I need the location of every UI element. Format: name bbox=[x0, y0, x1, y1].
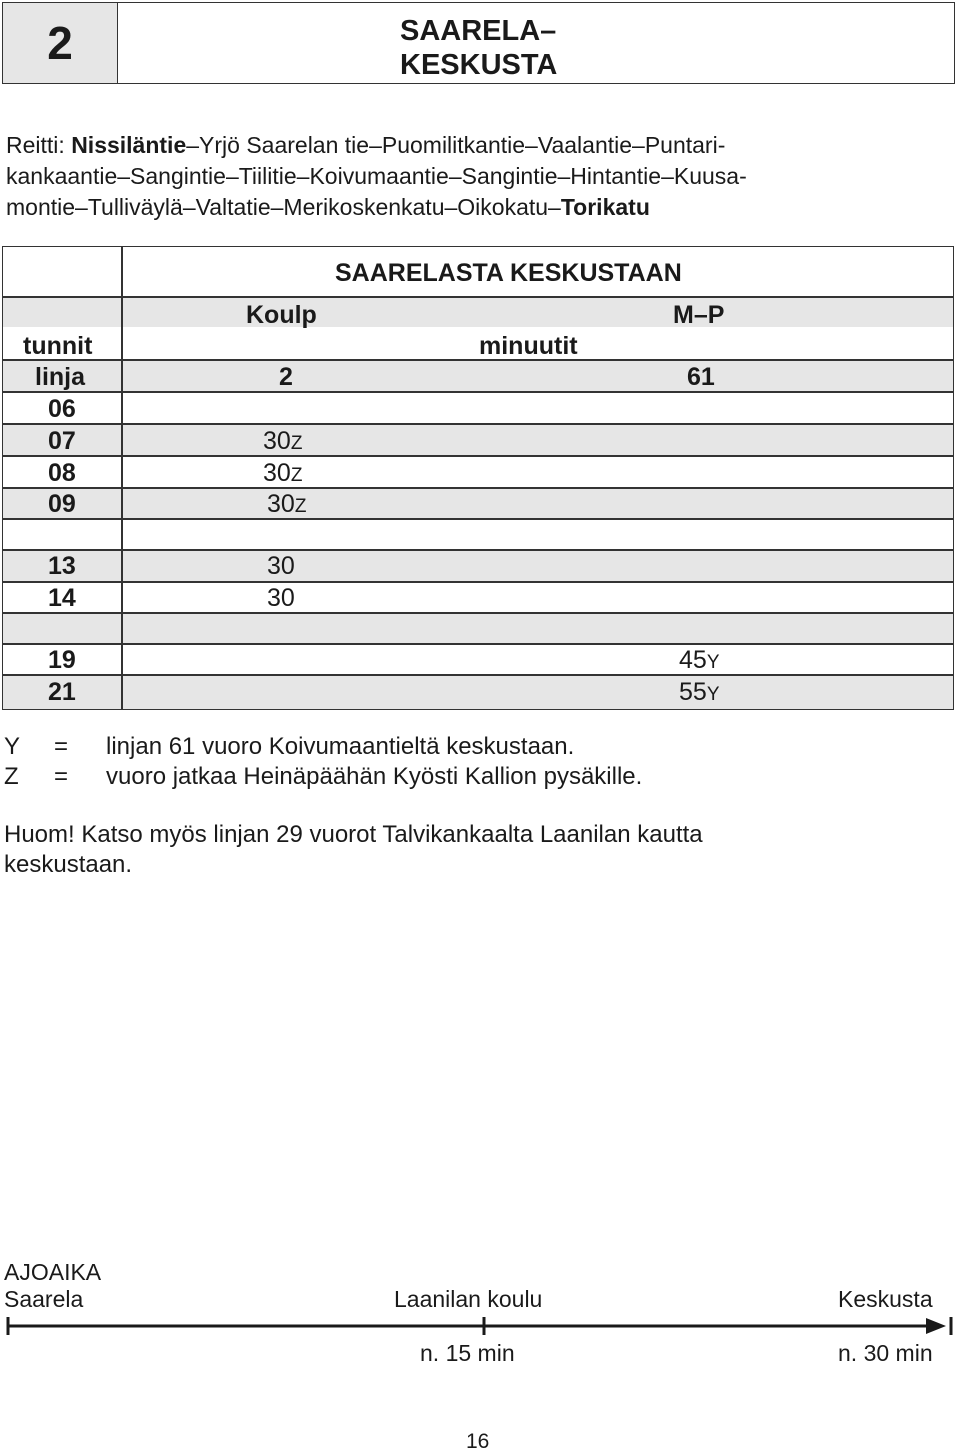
hour-cell: 21 bbox=[48, 678, 76, 706]
grid-line bbox=[3, 359, 953, 361]
grid-line bbox=[3, 391, 953, 393]
shade-row-13 bbox=[3, 550, 953, 581]
note-z bbox=[4, 763, 643, 791]
stop-start: Saarela bbox=[4, 1286, 84, 1312]
route-number-box bbox=[2, 2, 118, 84]
note-eq: = bbox=[54, 763, 69, 790]
hour-cell: 19 bbox=[48, 646, 76, 674]
shade-line-row bbox=[3, 359, 953, 391]
note-y bbox=[4, 733, 575, 761]
minute-cell: 30Z bbox=[263, 459, 303, 487]
arrow-head bbox=[926, 1318, 946, 1334]
minute-cell: 30 bbox=[267, 584, 295, 612]
note-text: vuoro jatkaa Heinäpäähän Kyösti Kallion pysäkille. bbox=[106, 763, 643, 790]
footnote-mark: Z bbox=[290, 433, 303, 454]
line-label: linja bbox=[35, 363, 86, 391]
route-middle-2: kankaantie–Sangintie–Tiilitie–Koivumaantie–Sangintie–Hintantie–Kuusa- bbox=[6, 163, 747, 189]
hour-cell: 08 bbox=[48, 459, 76, 487]
footnote-mark: Z bbox=[294, 496, 307, 517]
grid-line bbox=[3, 455, 953, 457]
route-title bbox=[400, 14, 557, 82]
timetable bbox=[2, 246, 954, 710]
stop-mid: Laanilan koulu bbox=[394, 1286, 543, 1312]
minutes-label: minuutit bbox=[479, 332, 578, 360]
footnote-mark: Z bbox=[290, 465, 303, 486]
ajoaika-title: AJOAIKA bbox=[4, 1259, 102, 1285]
shade-koulp-row bbox=[3, 297, 953, 327]
grid-line bbox=[3, 423, 953, 425]
stop-end: Keskusta bbox=[838, 1286, 933, 1312]
line-koulp: 2 bbox=[279, 363, 293, 391]
grid-line bbox=[3, 296, 953, 298]
hour-cell: 07 bbox=[48, 427, 76, 455]
col-koulp-label: Koulp bbox=[246, 301, 317, 329]
end-time: n. 30 min bbox=[838, 1340, 933, 1366]
shade-row-07 bbox=[3, 424, 953, 455]
grid-line bbox=[3, 487, 953, 489]
note-text: linjan 61 vuoro Koivumaantieltä keskustaan. bbox=[106, 733, 575, 760]
route-prefix: Reitti: bbox=[6, 132, 72, 158]
grid-line bbox=[3, 612, 953, 614]
hour-cell: 13 bbox=[48, 552, 76, 580]
col-mp-label: M–P bbox=[673, 301, 725, 329]
route-title-line1: SAARELA– bbox=[400, 15, 557, 47]
note-key: Z bbox=[4, 763, 19, 790]
route-middle-1: –Yrjö Saarelan tie–Puomilitkantie–Vaalantie–Puntari- bbox=[186, 132, 726, 158]
footnote-mark: Y bbox=[706, 684, 720, 705]
route-title-line2: KESKUSTA bbox=[400, 49, 558, 81]
grid-line bbox=[3, 518, 953, 520]
route-end: Torikatu bbox=[560, 194, 650, 220]
minute-cell: 30Z bbox=[267, 490, 307, 518]
note-key: Y bbox=[4, 733, 21, 760]
grid-line bbox=[3, 643, 953, 645]
grid-line bbox=[3, 581, 953, 583]
route-middle-3: montie–Tulliväylä–Valtatie–Merikoskenkatu–Oikokatu– bbox=[6, 194, 561, 220]
shade-row-blank bbox=[3, 612, 953, 643]
column-divider bbox=[121, 247, 123, 709]
huom-line1: Huom! Katso myös linjan 29 vuorot Talvikankaalta Laanilan kautta bbox=[4, 821, 703, 848]
hour-cell: 06 bbox=[48, 395, 76, 423]
shade-row-09 bbox=[3, 487, 953, 518]
shade-row-21 bbox=[3, 674, 953, 709]
huom-note bbox=[4, 820, 703, 880]
travel-time-arrow bbox=[6, 1315, 954, 1337]
mid-time: n. 15 min bbox=[420, 1340, 515, 1366]
huom-line2: keskustaan. bbox=[4, 851, 133, 878]
route-number: 2 bbox=[47, 17, 73, 69]
minute-cell: 55Y bbox=[679, 678, 720, 706]
grid-line bbox=[3, 674, 953, 676]
hours-label: tunnit bbox=[23, 332, 93, 360]
minute-cell: 45Y bbox=[679, 646, 720, 674]
page-number: 16 bbox=[466, 1430, 490, 1453]
minute-cell: 30 bbox=[267, 552, 295, 580]
route-description bbox=[6, 130, 951, 223]
minute-cell: 30Z bbox=[263, 427, 303, 455]
footnote-mark: Y bbox=[706, 652, 720, 673]
note-eq: = bbox=[54, 733, 69, 760]
line-mp: 61 bbox=[687, 363, 715, 391]
route-start: Nissiläntie bbox=[71, 132, 187, 158]
hour-cell: 14 bbox=[48, 584, 76, 612]
direction-heading: SAARELASTA KESKUSTAAN bbox=[335, 259, 682, 287]
hour-cell: 09 bbox=[48, 490, 76, 518]
grid-line bbox=[3, 549, 953, 551]
